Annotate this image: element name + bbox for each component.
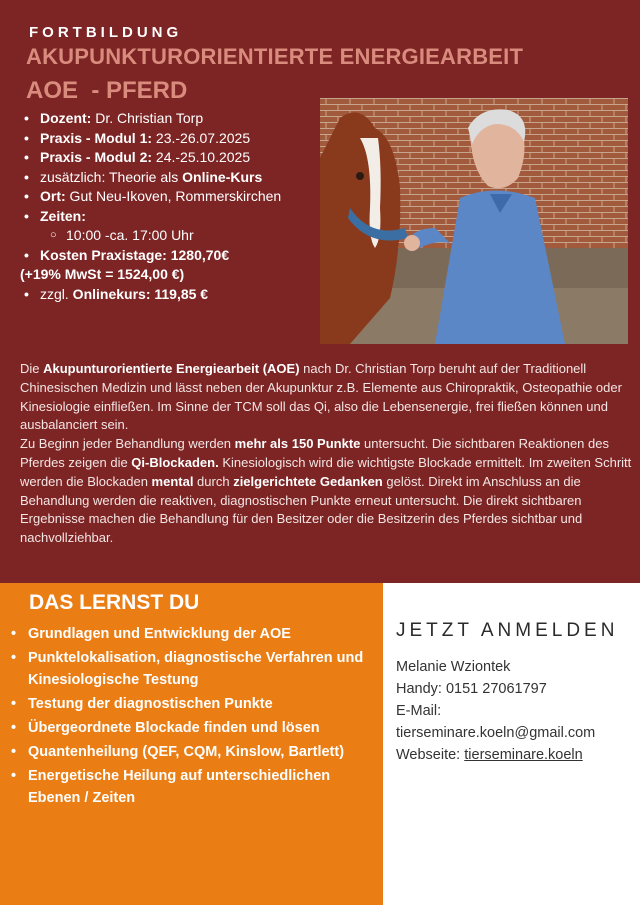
list-item: • Testung der diagnostischen Punkte: [10, 693, 370, 715]
website-label: Webseite:: [396, 747, 465, 763]
desc-bold: mental: [151, 473, 194, 489]
list-item: • Punktelokalisation, diagnostische Verfahren und Kinesiologische Testung: [10, 647, 370, 691]
list-item: [20, 187, 320, 207]
page-subtitle: AOE - PFERD: [26, 77, 188, 104]
list-item: [20, 148, 320, 168]
contact-heading: JETZT ANMELDEN: [396, 620, 619, 641]
zeiten-label: Zeiten:: [40, 207, 86, 224]
desc-bold: Akupunturorientierte Energiearbeit (AOE): [43, 361, 300, 376]
horse-trainer-photo: [320, 98, 628, 344]
learn-list: [10, 623, 370, 811]
desc-text: gelöst. Direkt im Anschluss an die Behandlung werden die reaktiven, diagnostischen Punkte erneut untersucht. Die direkt sichtbaren Ergebnisse machen die Behandlung für den Besitzer oder die Besitzerin des Pferdes sichtbar und nachvollziehbar.: [20, 473, 583, 546]
desc-bold: Qi-Blockaden.: [131, 454, 219, 470]
online-bold: Onlinekurs: 119,85 €: [68, 285, 209, 302]
dozent-label: Dozent:: [40, 110, 92, 126]
description-text: [20, 360, 632, 548]
contact-website: [396, 744, 636, 766]
desc-text: Zu Beginn jeder Behandlung werden: [20, 436, 235, 452]
theorie-bold: Online-Kurs: [182, 168, 263, 185]
contact-name: Melanie Wziontek: [396, 659, 511, 675]
contact-email[interactable]: tierseminare.koeln@gmail.com: [396, 725, 596, 741]
list-item: [20, 168, 320, 188]
desc-text: Die: [20, 361, 44, 376]
contact-section: [396, 620, 636, 766]
modul2-value: 24.-25.10.2025: [152, 149, 251, 165]
list-item: [20, 207, 320, 227]
kosten-text: Kosten Praxistage: 1280,70€: [40, 246, 230, 263]
list-item: [20, 265, 320, 285]
online-prefix: zzgl.: [40, 285, 69, 302]
desc-bold: mehr als 150 Punkte: [234, 436, 361, 452]
list-item: • Übergeordnete Blockade finden und lösen: [10, 717, 370, 739]
description-paragraph-2: [20, 435, 632, 548]
list-item: • Grundlagen und Entwicklung der AOE: [10, 623, 370, 645]
website-link[interactable]: tierseminare.koeln: [464, 747, 583, 763]
zeiten-value: 10:00 -ca. 17:00 Uhr: [66, 227, 194, 243]
list-item: • Energetische Heilung auf unterschiedlichen Ebenen / Zeiten: [10, 765, 370, 809]
ort-value: Gut Neu-Ikoven, Rommerskirchen: [65, 188, 282, 204]
kicker-text: FORTBILDUNG: [29, 24, 183, 41]
photo-illustration: [320, 98, 628, 344]
learn-section: [0, 583, 383, 905]
dozent-value: Dr. Christian Torp: [91, 110, 204, 126]
contact-phone: Handy: 0151 27061797: [396, 681, 547, 697]
desc-text: durch: [193, 473, 234, 489]
mwst-text: (+19% MwSt = 1524,00 €): [20, 266, 185, 282]
list-item: [20, 129, 320, 149]
modul1-value: 23.-26.07.2025: [152, 129, 251, 146]
list-item: • Quantenheilung (QEF, CQM, Kinslow, Bartlett): [10, 741, 370, 763]
facts-list: [20, 109, 320, 304]
list-item: [20, 226, 320, 246]
modul1-label: Praxis - Modul 1:: [40, 129, 153, 146]
modul2-label: Praxis - Modul 2:: [40, 149, 153, 165]
list-item: [20, 109, 320, 129]
desc-text: nach Dr. Christian Torp beruht auf der Traditionell Chinesischen Medizin und lässt neben der Akupunktur z.B. Elemente aus Chiropraktik, Osteopathie oder Kinesiologie einfließen. Im Sinne der TCM soll das Qi, also die Lebensenergie, frei fließen können und ausbalanciert sein.: [20, 361, 622, 433]
description-paragraph-1: [20, 360, 632, 435]
list-item: [20, 285, 320, 305]
learn-title: DAS LERNST DU: [29, 591, 200, 614]
desc-text: untersucht. Die sichtbaren Reaktionen des Pferdes zeigen die: [20, 436, 609, 470]
contact-email-label: E-Mail:: [396, 703, 442, 719]
desc-text: Kinesiologisch wird die wichtigste Blockade ermittelt. Im zweiten Schritt werden die Blockaden: [20, 454, 632, 489]
theorie-prefix: zusätzlich: Theorie als: [40, 168, 183, 185]
page-title: AKUPUNKTURORIENTIERTE ENERGIEARBEIT: [26, 44, 524, 69]
list-item: [20, 246, 320, 266]
desc-bold: zielgerichtete Gedanken: [233, 473, 383, 489]
ort-label: Ort:: [40, 188, 66, 204]
